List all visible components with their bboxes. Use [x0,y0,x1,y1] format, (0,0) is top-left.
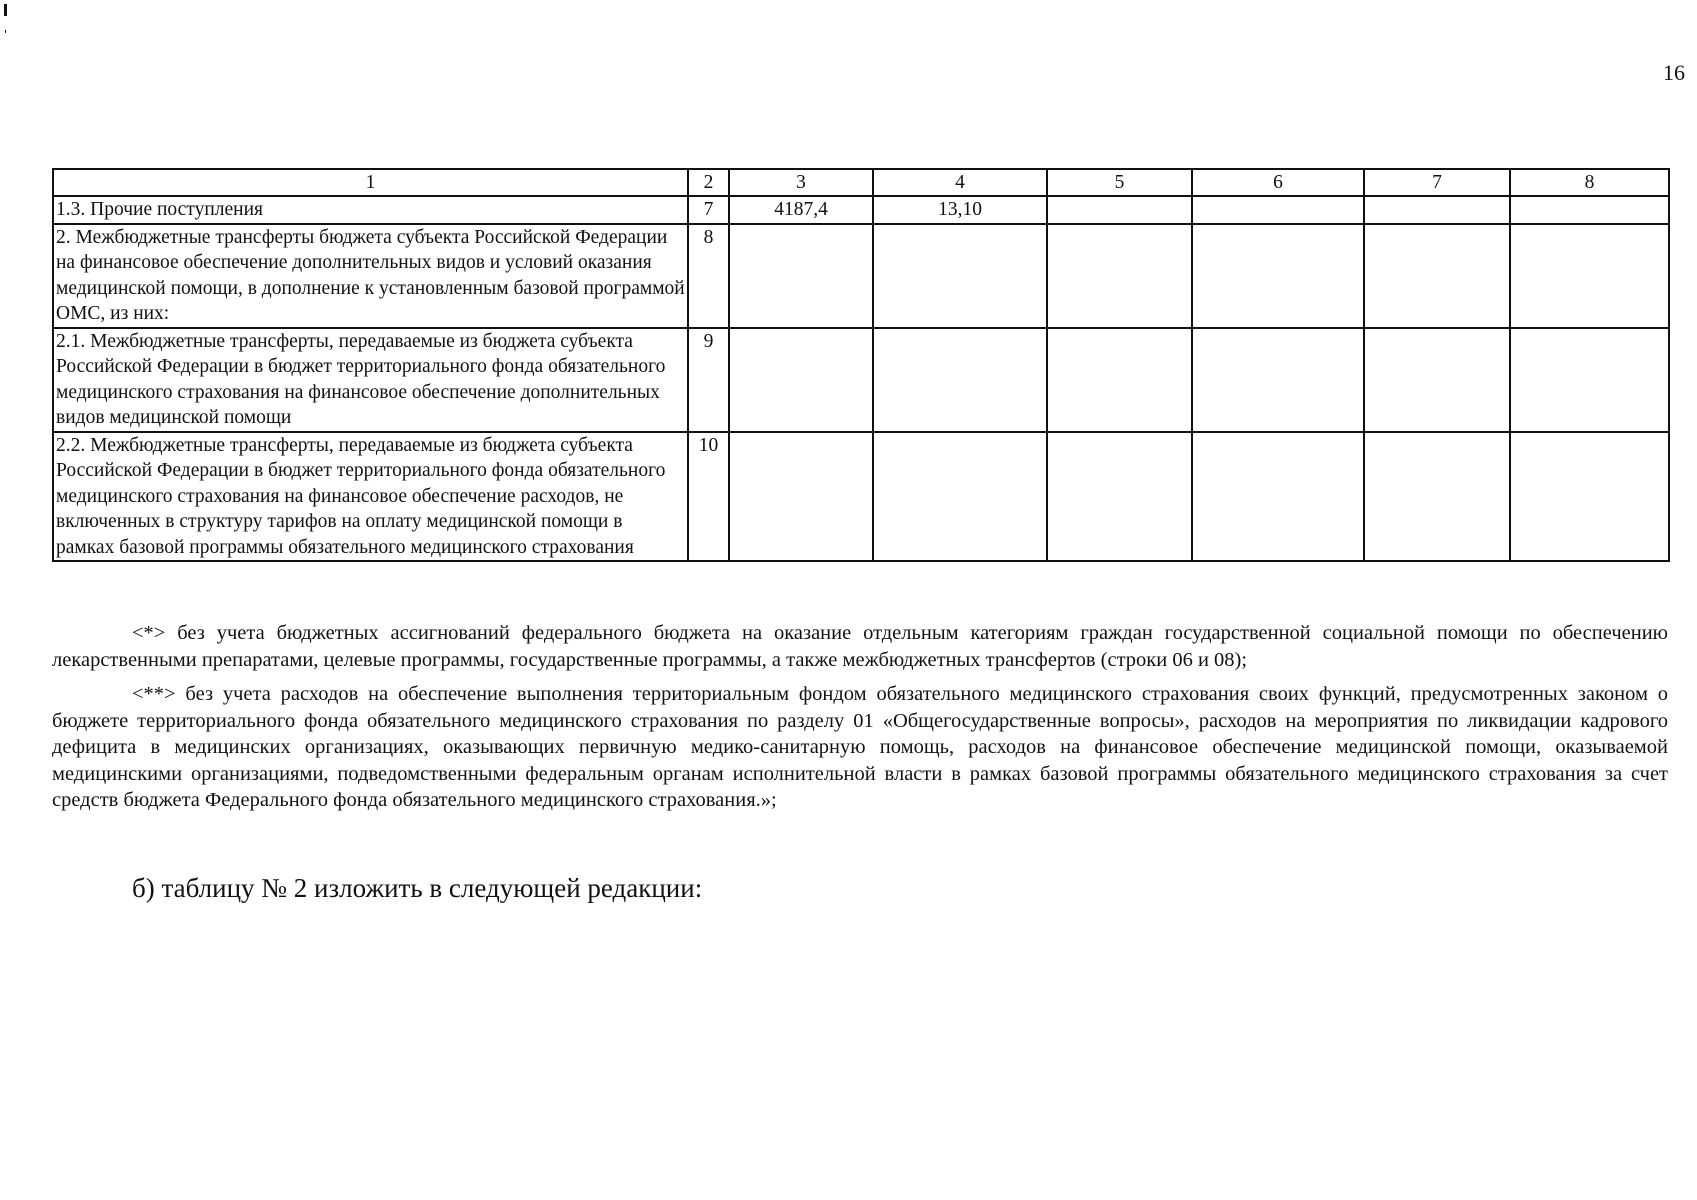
column-header: 3 [729,169,873,196]
cell-value [1192,328,1364,432]
row-name: 2.1. Межбюджетные трансферты, передаваемые из бюджета субъекта Российской Федерации в бюджет территориального фонда обязательного медицинского страхования на финансовое обеспечение дополнительных видов медицинской помощи [53,328,688,432]
cell-value [1192,224,1364,328]
cell-value [1047,432,1192,562]
row-name: 2. Межбюджетные трансферты бюджета субъекта Российской Федерации на финансовое обеспечение дополнительных видов и условий оказания медицинской помощи, в дополнение к установленным базовой программой ОМС, из них: [53,224,688,328]
column-header: 7 [1364,169,1510,196]
column-header: 8 [1510,169,1669,196]
row-name: 2.2. Межбюджетные трансферты, передаваемые из бюджета субъекта Российской Федерации в бюджет территориального фонда обязательного медицинского страхования на финансовое обеспечение расходов, не включенных в структуру тарифов на оплату медицинской помощи в рамках базовой программы обязательного медицинского страхования [53,432,688,562]
table-row [53,196,1669,224]
row-code: 8 [688,224,729,328]
amendment-instruction: б) таблицу № 2 изложить в следующей редакции: [132,873,703,903]
cell-value [1510,196,1669,224]
cell-value [1510,432,1669,562]
page-number: 16 [1663,60,1685,85]
cell-value [873,224,1047,328]
table-row [53,224,1669,328]
cell-value: 13,10 [873,196,1047,224]
cell-value [1047,328,1192,432]
column-header: 1 [53,169,688,196]
cell-value [873,432,1047,562]
row-code: 9 [688,328,729,432]
cell-value [1192,196,1364,224]
row-code: 10 [688,432,729,562]
cell-value [729,224,873,328]
footnote: <*> без учета бюджетных ассигнований федерального бюджета на оказание отдельным категориям граждан государственной социальной помощи по обеспечению лекарственными препаратами, целевые программы, государственные программы, а также межбюджетных трансфертов (строки 06 и 08); [52,622,1668,671]
cell-value [1364,196,1510,224]
cell-value [1510,224,1669,328]
cell-value [729,328,873,432]
column-header: 6 [1192,169,1364,196]
data-table [52,168,1670,562]
cell-value [1364,224,1510,328]
table-header-row [53,169,1669,196]
cell-value [1364,432,1510,562]
cell-value [1510,328,1669,432]
table-row [53,328,1669,432]
cell-value [1364,328,1510,432]
column-header: 5 [1047,169,1192,196]
cell-value [873,328,1047,432]
cell-value [1192,432,1364,562]
cell-value [729,432,873,562]
row-code: 7 [688,196,729,224]
row-name: 1.3. Прочие поступления [53,196,688,224]
cell-value: 4187,4 [729,196,873,224]
cell-value [1047,196,1192,224]
footnotes [52,620,1668,822]
cell-value [1047,224,1192,328]
column-header: 2 [688,169,729,196]
table-row [53,432,1669,562]
scan-mark [2,0,12,40]
footnote: <**> без учета расходов на обеспечение выполнения территориальным фондом обязательного медицинского страхования своих функций, предусмотренных законом о бюджете территориального фонда обязательного медицинского страхования по разделу 01 «Общегосударственные вопросы», расходов на мероприятия по ликвидации кадрового дефицита в медицинских организациях, оказывающих первичную медико-санитарную помощь, расходов на финансовое обеспечение медицинской помощи, оказываемой медицинскими организациями, подведомственными федеральным органам исполнительной власти в рамках базовой программы обязательного медицинского страхования за счет средств бюджета Федерального фонда обязательного медицинского страхования.»; [52,683,1668,811]
column-header: 4 [873,169,1047,196]
